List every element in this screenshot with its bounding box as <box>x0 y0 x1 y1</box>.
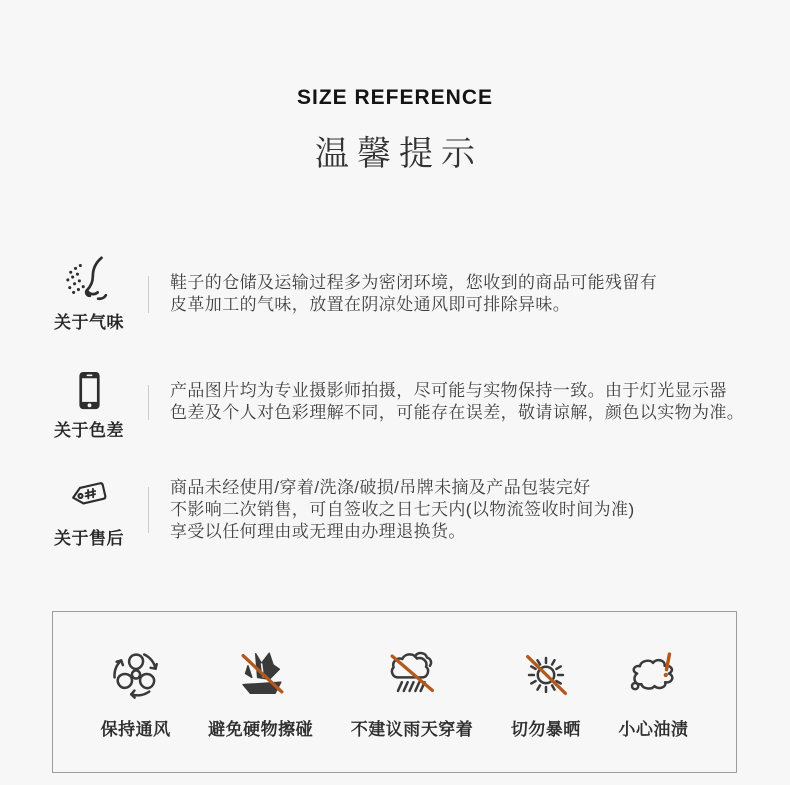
note-label-aftersales: 关于售后 <box>54 529 124 548</box>
note-line: 皮革加工的气味，放置在阴凉处通风即可排除异味。 <box>170 295 571 314</box>
note-line: 产品图片均为专业摄影师拍摄，尽可能与实物保持一致。由于灯光显示器 <box>170 381 727 400</box>
oil-stain-warning-icon <box>624 645 682 703</box>
note-label-odor: 关于气味 <box>54 313 124 332</box>
care-item-no-sun <box>511 645 581 740</box>
note-text-aftersales <box>170 477 635 543</box>
note-line: 鞋子的仓储及运输过程多为密闭环境，您收到的商品可能残留有 <box>170 273 658 292</box>
note-line: 色差及个人对色彩理解不同，可能存在误差，敬请谅解，颜色以实物为准。 <box>170 403 745 422</box>
care-label: 切勿暴晒 <box>510 719 581 739</box>
care-item-no-rain <box>351 645 474 740</box>
no-rain-icon <box>383 645 441 703</box>
care-label: 不建议雨天穿着 <box>350 719 474 739</box>
note-line: 享受以任何理由或无理由办理退换货。 <box>170 522 466 541</box>
care-item-oil-stain <box>618 645 688 740</box>
note-row-color <box>0 363 790 441</box>
page-title-en: SIZE REFERENCE <box>296 86 494 109</box>
note-left-odor <box>52 255 126 333</box>
care-label: 避免硬物擦碰 <box>208 719 314 739</box>
no-hard-object-icon <box>232 645 290 703</box>
note-label-color: 关于色差 <box>54 421 124 440</box>
note-left-aftersales <box>52 471 126 549</box>
no-sun-exposure-icon <box>517 645 575 703</box>
note-row-odor <box>0 255 790 333</box>
care-item-no-hard-object <box>208 645 313 740</box>
note-left-color <box>52 363 126 441</box>
notes-section <box>0 255 790 549</box>
note-line: 商品未经使用/穿着/洗涤/破损/吊牌未摘及产品包装完好 <box>170 478 591 497</box>
fan-ventilation-icon <box>107 645 165 703</box>
vertical-divider <box>148 487 149 533</box>
care-label: 保持通风 <box>100 719 171 739</box>
note-line: 不影响二次销售，可自签收之日七天内(以物流签收时间为准) <box>170 500 635 519</box>
vertical-divider <box>148 385 149 420</box>
note-text-odor <box>170 272 657 316</box>
price-tag-icon <box>64 471 114 519</box>
note-text-color <box>170 380 744 424</box>
vertical-divider <box>148 276 149 313</box>
smartphone-icon <box>76 363 103 411</box>
note-row-aftersales <box>0 471 790 549</box>
care-label: 小心油渍 <box>618 719 689 739</box>
nose-smell-icon <box>62 255 116 303</box>
care-item-ventilation <box>101 645 171 740</box>
care-tips-box <box>52 611 737 773</box>
page-title-cn: 温馨提示 <box>315 135 483 173</box>
